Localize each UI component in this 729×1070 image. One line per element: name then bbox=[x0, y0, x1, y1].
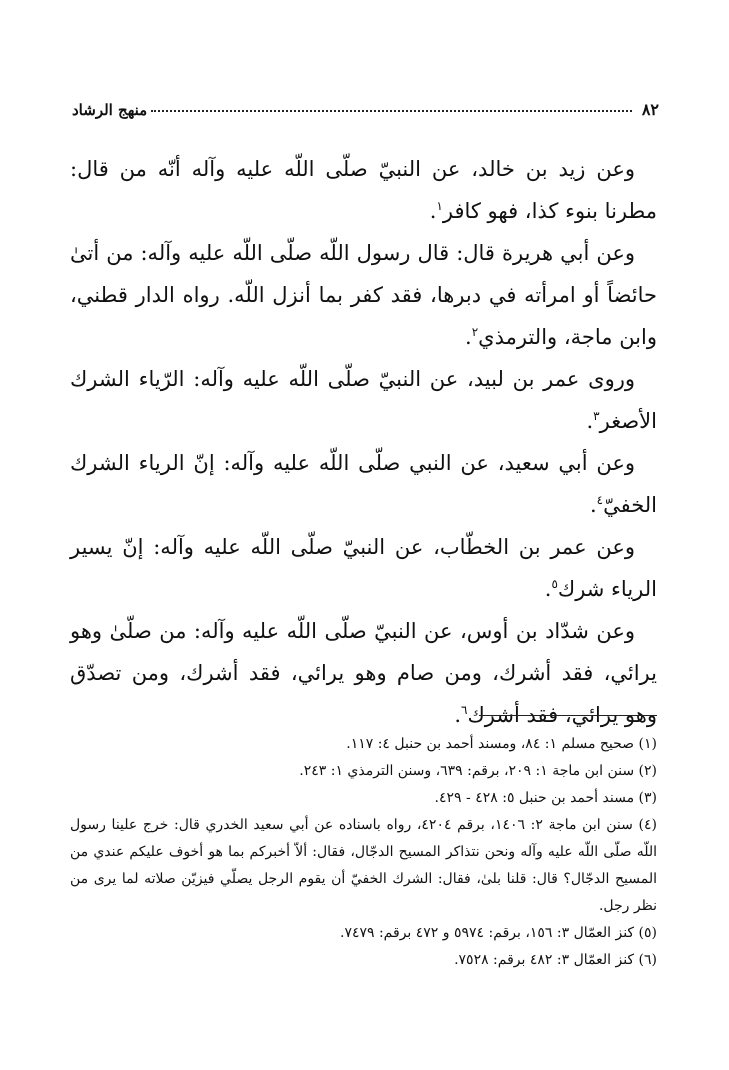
paragraph: وعن عمر بن الخطّاب، عن النبيّ صلّى اللّه عليه وآله: إنّ يسير الرياء شرك$^٥$. bbox=[70, 535, 657, 601]
page-number: ٨٢ bbox=[641, 100, 659, 119]
footnote: (٢) سنن ابن ماجة ١: ٢٠٩، برقم: ٦٣٩، وسنن الترمذي ١: ٢٤٣. bbox=[299, 763, 657, 779]
footnote: (١) صحيح مسلم ١: ٨٤، ومسند أحمد بن حنبل ٤: ١١٧. bbox=[346, 736, 657, 752]
paragraph: وعن أبي سعيد، عن النبي صلّى اللّه عليه وآله: إنّ الرياء الشرك الخفيّ$^٤$. bbox=[70, 451, 657, 517]
paragraph: وعن أبي هريرة قال: قال رسول اللّه صلّى اللّه عليه وآله: من أتىٰ حائضاً أو امرأته في دبرها، فقد كفر بما أنزل اللّه. رواه الدار قطني، وابن ماجة، والترمذي$^٢$. bbox=[70, 241, 657, 349]
footnotes bbox=[70, 731, 657, 974]
dotted-leader bbox=[151, 110, 632, 112]
footnote: (٤) سنن ابن ماجة ٢: ١٤٠٦، برقم ٤٢٠٤، رواه باسناده عن أبي سعيد الخدري قال: خرج علينا رسول اللّه صلّى اللّه عليه وآله ونحن نتذاكر المسيح الدجّال، فقال: ألاّ أخبركم بما هو أخوف عليكم عندي من المسيح الدجّال؟ قال: قلنا بلىٰ، فقال: الشرك الخفيّ أن يقوم الرجل يصلّي فيزيّن صلاته لما يرى من نظر رجل. bbox=[70, 817, 657, 914]
paragraph: وروى عمر بن لبيد، عن النبيّ صلّى اللّه عليه وآله: الرّياء الشرك الأصغر$^٣$. bbox=[70, 367, 657, 433]
footnote: (٥) كنز العمّال ٣: ١٥٦، برقم: ٥٩٧٤ و ٤٧٢ برقم: ٧٤٧٩. bbox=[339, 925, 657, 941]
running-header bbox=[72, 100, 659, 126]
paragraph: وعن شدّاد بن أوس، عن النبيّ صلّى اللّه عليه وآله: من صلّىٰ وهو يرائي، فقد أشرك، ومن صام وهو يرائي، فقد أشرك، ومن تصدّق وهو يرائي، فقد أشرك$^٦$. bbox=[70, 619, 657, 727]
footnote-ref: ٢ bbox=[471, 325, 479, 339]
footnote-ref: ٦ bbox=[461, 703, 468, 717]
footnote-ref: ١ bbox=[436, 199, 443, 213]
footnote: (٦) كنز العمّال ٣: ٤٨٢ برقم: ٧٥٢٨. bbox=[454, 952, 657, 968]
footnote-ref: ٣ bbox=[593, 409, 600, 423]
main-text bbox=[70, 148, 657, 736]
footnote-ref: ٤ bbox=[596, 493, 604, 507]
paragraph: وعن زيد بن خالد، عن النبيّ صلّى اللّه عليه وآله أنّه من قال: مطرنا بنوء كذا، فهو كافر$^١$. bbox=[70, 157, 657, 223]
running-title: منهج الرشاد bbox=[72, 101, 148, 119]
footnote-ref: ٥ bbox=[551, 577, 558, 591]
footnote-separator bbox=[479, 715, 657, 716]
footnote: (٣) مسند أحمد بن حنبل ٥: ٤٢٨ - ٤٢٩. bbox=[434, 790, 657, 806]
